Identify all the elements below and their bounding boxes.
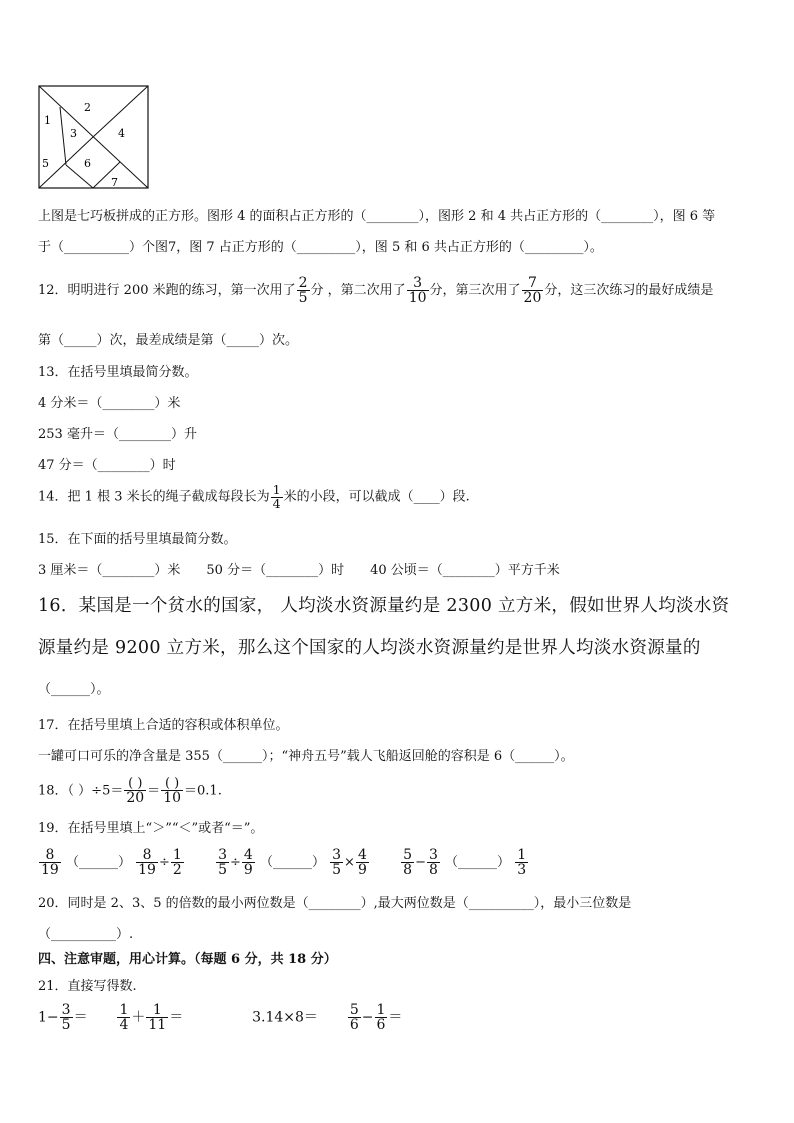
q19-g1-frac-a: [39, 848, 61, 877]
q19-g3-c-den: 3: [517, 862, 527, 878]
q12-fraction-3: [522, 276, 544, 305]
q18-f1-numerator: ( ): [128, 776, 143, 791]
section4-title: 四、注意审题，用心计算。（每题 6 分，共 18 分）: [38, 952, 337, 967]
q19-g1-blank: （______）: [65, 855, 131, 870]
q12-fraction-2: [407, 276, 429, 305]
q18-text-a: 18．（ ）÷5＝: [38, 783, 124, 799]
q21-e4-op: −: [361, 1009, 374, 1026]
q18-f1-denominator: 20: [126, 790, 145, 806]
q14-text-b: 米的小段，可以截成（____）段.: [283, 489, 470, 505]
q21-e2-den2: 11: [148, 1017, 167, 1033]
q21-e4-den1: 6: [349, 1017, 359, 1033]
tangram-label-5: 5: [42, 157, 49, 170]
q18-f2-denominator: 10: [163, 790, 182, 806]
q21-e2-den1: 4: [119, 1017, 129, 1033]
q19-g2-b-den: 9: [243, 862, 253, 878]
q21-e4-num1: 5: [349, 1002, 359, 1018]
q12-fraction-1: [297, 276, 310, 305]
q19-g2-a-num: 3: [218, 847, 227, 863]
q13-row2: 253 毫升＝（________）升: [38, 427, 197, 442]
q19-g2-b-num: 4: [243, 847, 253, 863]
q11-line1: 上图是七巧板拼成的正方形。图形 4 的面积占正方形的（________），图形 2 和 4 共占正方形的（________），图 6 等: [38, 209, 716, 224]
q12-f1-denominator: 5: [298, 290, 308, 306]
q18-text-b: ＝0.1.: [184, 783, 222, 799]
q21-e4-frac1: [348, 1003, 361, 1032]
q19-g1-c-den: 2: [172, 862, 182, 878]
q21-e1-den: 5: [61, 1017, 71, 1033]
q21-e1-frac: [60, 1003, 73, 1032]
tangram-figure: [38, 85, 152, 191]
q13-title: 13．在括号里填最简分数。: [38, 365, 198, 380]
q12-text-c: 分，第三次用了: [429, 283, 521, 298]
q12-f1-numerator: 2: [298, 275, 308, 291]
q19-g2-a-den: 5: [218, 862, 227, 878]
q19-g2-c-den: 5: [332, 862, 342, 878]
q19-g1-a-num: 8: [45, 847, 55, 863]
q14-fraction: [271, 484, 283, 510]
q19-g2-op2: ×: [344, 855, 355, 870]
q18-fraction-1: [124, 777, 146, 805]
q17-title: 17．在括号里填上合适的容积或体积单位。: [38, 718, 289, 733]
q21-e2-frac1: [117, 1003, 130, 1032]
q21-title: 21．直接写得数.: [38, 979, 137, 994]
q21-e4-frac2: [375, 1003, 388, 1032]
q15-row: [38, 564, 560, 577]
tangram-label-3: 3: [70, 127, 77, 140]
q14-line: [38, 484, 470, 510]
q16-line1: 16．某国是一个贫水的国家， 人均淡水资源量约是 2300 立方米，假如世界人均淡水资: [38, 596, 730, 616]
q19-g2-frac-b: [242, 848, 255, 877]
q16-line3: （______）。: [38, 682, 110, 697]
q21-e1-eq: ＝: [73, 1009, 88, 1026]
tangram-label-4: 4: [118, 127, 125, 140]
q21-row: [38, 1003, 402, 1032]
q21-e1-num: 3: [61, 1002, 71, 1018]
q15-item3: 40 公顷＝（________）平方千米: [370, 563, 560, 578]
q19-g1-b-num: 8: [142, 847, 152, 863]
q14-numerator: 1: [272, 482, 281, 497]
q19-g3-b-num: 3: [428, 847, 438, 863]
q18-line: [38, 777, 222, 805]
q18-eq: ＝: [147, 783, 161, 799]
q21-e2-num2: 1: [152, 1002, 162, 1018]
q19-g2-c-num: 3: [332, 847, 342, 863]
q19-g2-d-num: 4: [357, 847, 367, 863]
q12-f3-numerator: 7: [527, 275, 537, 291]
q12-text-b: 分 ，第二次用了: [310, 283, 406, 298]
q12-f2-numerator: 3: [413, 275, 423, 291]
q11-line2: 于（__________）个图7，图 7 占正方形的（_________），图 5 和 6 共占正方形的（_________）。: [38, 240, 603, 255]
q19-g2-d-den: 9: [357, 862, 367, 878]
q20-line1: 20．同时是 2、3、5 的倍数的最小两位数是（________）,最大两位数是（__________），最小三位数是: [38, 896, 632, 911]
q12-f2-denominator: 10: [408, 290, 427, 306]
q19-g3-frac-b: [427, 848, 440, 877]
tangram-label-6: 6: [84, 157, 91, 170]
q13-row3: 47 分＝（________）时: [38, 458, 176, 473]
q21-e2-op: ＋: [131, 1009, 146, 1026]
q21-e4-eq: ＝: [388, 1009, 403, 1026]
q19-g3-op: −: [415, 855, 426, 870]
q19-g2-blank: （______）: [259, 855, 325, 870]
tangram-label-1: 1: [44, 114, 51, 127]
q19-g1-a-den: 19: [41, 862, 59, 878]
q21-e3: 3.14×8＝: [252, 1009, 318, 1026]
q21-e2-eq: ＝: [169, 1009, 184, 1026]
q19-g2-op1: ÷: [229, 855, 241, 870]
q19-g1-op: ÷: [158, 855, 170, 870]
q21-e2-frac2: [146, 1003, 168, 1032]
q12-f3-denominator: 20: [523, 290, 542, 306]
q19-g3-blank: （______）: [445, 855, 511, 870]
q21-e2-num1: 1: [119, 1002, 129, 1018]
q12-line1: [38, 276, 713, 305]
q12-text-d: 分，这三次练习的最好成绩是: [544, 283, 714, 298]
q19-g2-frac-c: [330, 848, 343, 877]
q12-text-a: 12．明明进行 200 米跑的练习，第一次用了: [38, 283, 296, 298]
q19-g1-frac-c: [171, 848, 184, 877]
q20-line2: （__________）.: [38, 927, 134, 942]
q21-e4-den2: 6: [376, 1017, 386, 1033]
q19-g1-b-den: 19: [138, 862, 156, 878]
q12-line2: 第（_____）次，最差成绩是第（_____）次。: [38, 333, 299, 348]
q14-denominator: 4: [272, 495, 281, 511]
tangram-label-2: 2: [84, 101, 91, 114]
q21-e4-num2: 1: [376, 1002, 386, 1018]
q21-e1-a: 1−: [38, 1009, 59, 1026]
tangram-label-7: 7: [111, 176, 118, 189]
q13-row1: 4 分米＝（________）米: [38, 396, 181, 411]
q14-text-a: 14．把 1 根 3 米长的绳子截成每段长为: [38, 489, 270, 505]
q17-line: 一罐可口可乐的净含量是 355（______）；“神舟五号”载人飞船返回舱的容积是 6（______）。: [38, 749, 574, 764]
q19-row: [38, 848, 529, 877]
q19-g3-frac-c: [515, 848, 528, 877]
q19-g1-frac-b: [136, 848, 158, 877]
q19-g3-c-num: 1: [517, 847, 527, 863]
q19-g3-b-den: 8: [428, 862, 438, 878]
q15-item2: 50 分＝（________）时: [206, 563, 345, 578]
q18-f2-numerator: ( ): [164, 776, 180, 791]
q19-g3-a-num: 5: [403, 847, 413, 863]
q19-g3-frac-a: [401, 848, 414, 877]
q19-g2-frac-d: [356, 848, 369, 877]
q16-line2: 源量约是 9200 立方米，那么这个国家的人均淡水资源量约是世界人均淡水资源量的: [38, 638, 701, 658]
q15-item1: 3 厘米＝（________）米: [38, 563, 181, 578]
q19-title: 19．在括号里填上“＞”“＜”或者“＝”。: [38, 821, 264, 836]
q19-g3-a-den: 8: [403, 862, 413, 878]
q15-title: 15．在下面的括号里填最简分数。: [38, 532, 237, 547]
q18-fraction-2: [161, 777, 183, 805]
q19-g2-frac-a: [216, 848, 229, 877]
q19-g1-c-num: 1: [172, 847, 182, 863]
